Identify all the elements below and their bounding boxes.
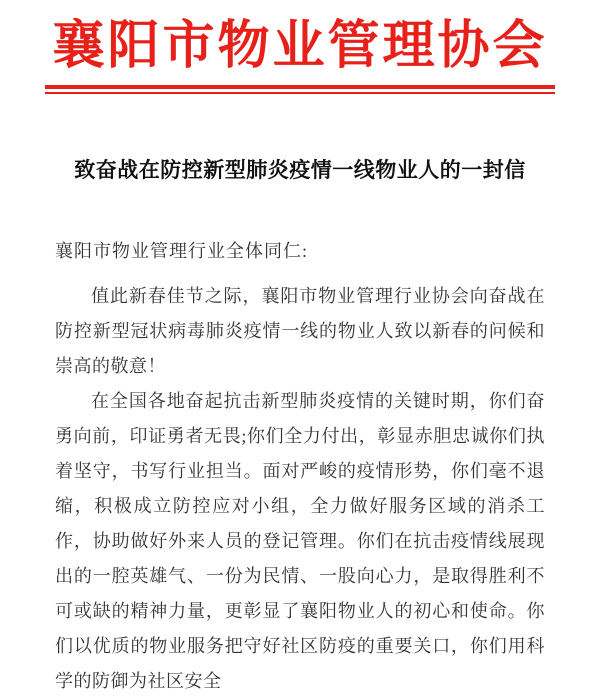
paragraph-greeting: 值此新春佳节之际，襄阳市物业管理行业协会向奋战在防控新型冠状病毒肺炎疫情一线的物业人致以新春的问候和崇高的敬意！: [55, 286, 545, 376]
letterhead-double-rule: [45, 85, 555, 94]
letter-title: 致奋战在防控新型肺炎疫情一线物业人的一封信: [74, 159, 526, 182]
letterhead-org-name: 襄阳市物业管理协会: [52, 18, 548, 75]
letterhead-rule-thick: [45, 85, 555, 89]
salutation: 襄阳市物业管理行业全体同仁:: [55, 241, 308, 261]
letterhead-rule-thin: [45, 92, 555, 94]
letterhead: [0, 0, 600, 94]
letter-body: [0, 156, 600, 699]
paragraph-tribute: 在全国各地奋起抗击新型肺炎疫情的关键时期，你们奋勇向前，印证勇者无畏;你们全力付出，彰显赤胆忠诚你们执着坚守，书写行业担当。面对严峻的疫情形势，你们毫不退缩，积极成立防控应对小组，全力做好服务区域的消杀工作，协助做好外来人员的登记管理。你们在抗击疫情线展现出的一腔英雄气、一份为民情、一股向心力，是取得胜利不可或缺的精神力量，更彰显了襄阳物业人的初心和使命。你们以优质的物业服务把守好社区防疫的重要关口，你们用科学的防御为社区安全: [55, 391, 545, 691]
